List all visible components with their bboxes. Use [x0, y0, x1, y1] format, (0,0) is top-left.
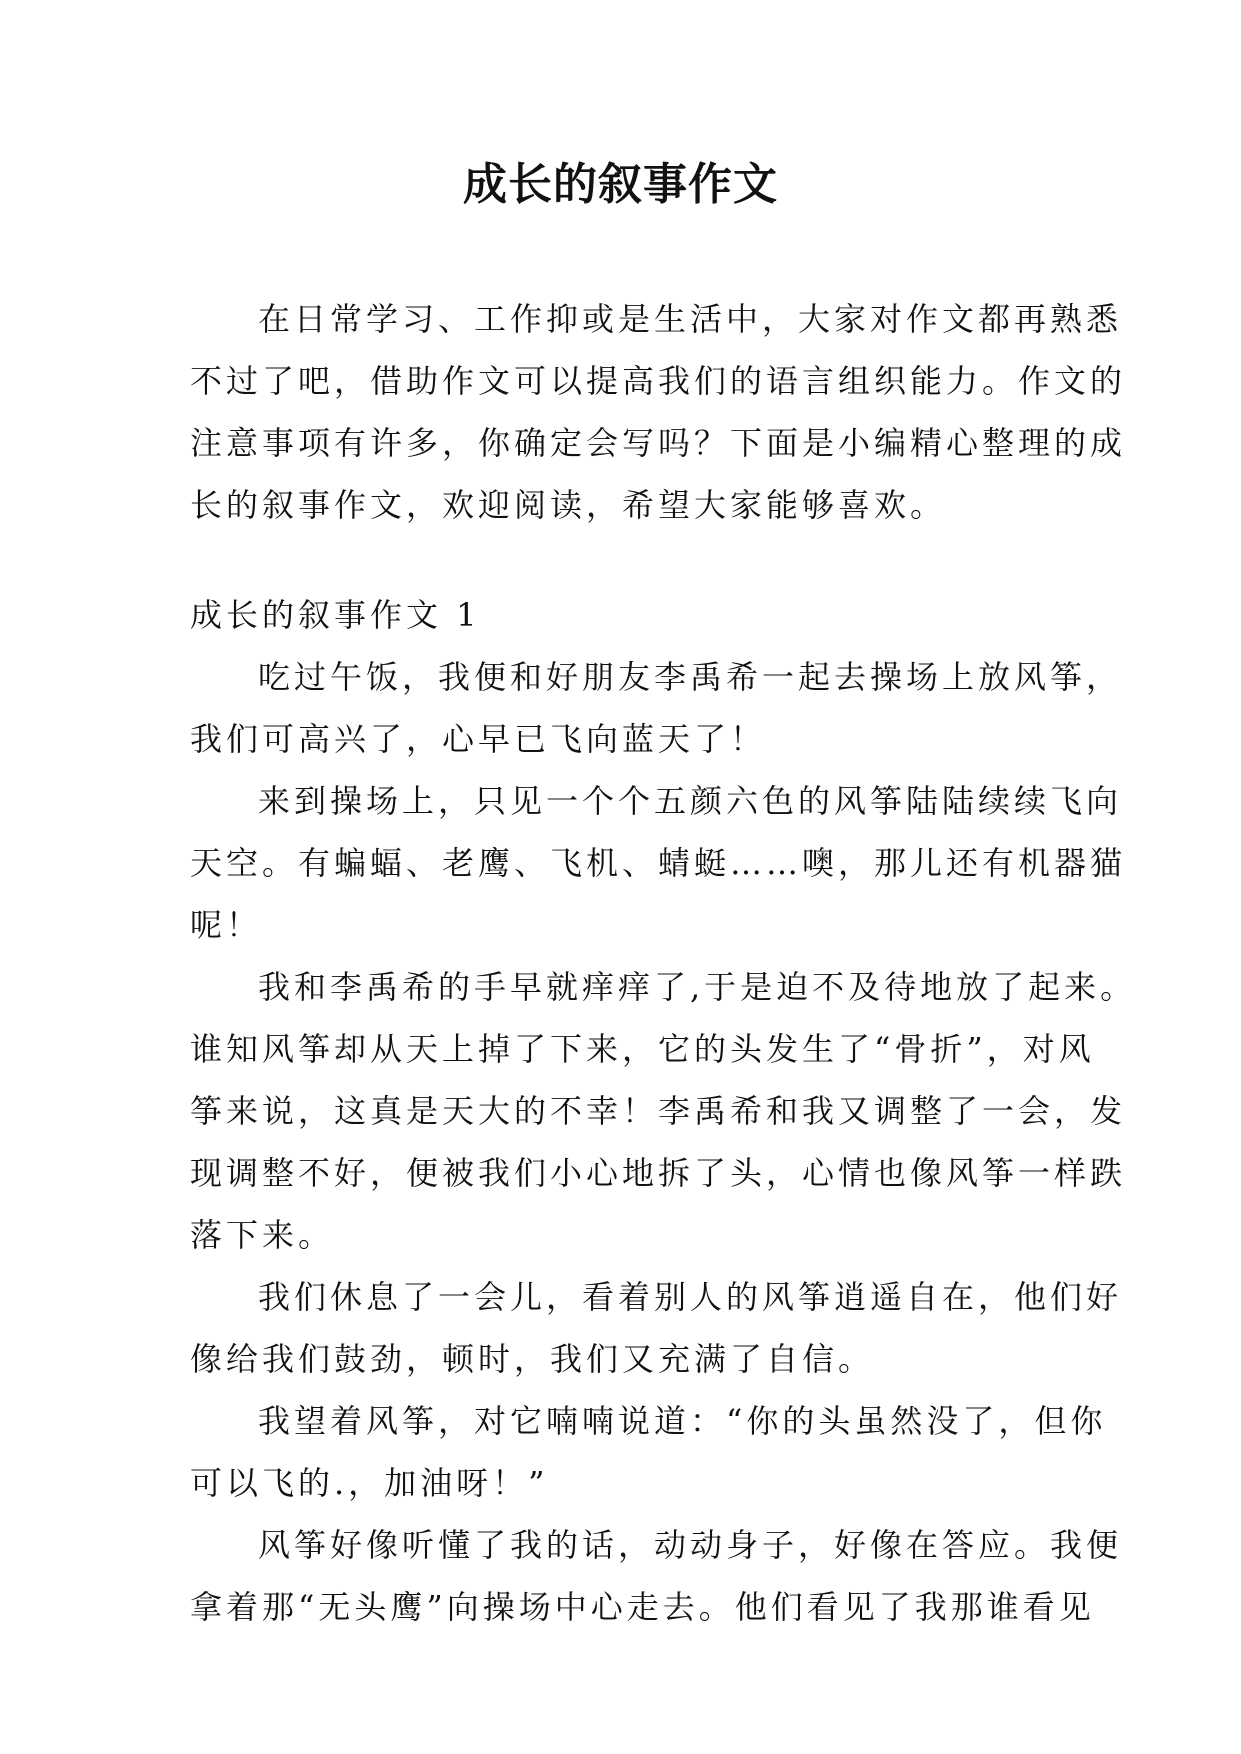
document-body	[190, 288, 1137, 1638]
text-line: 我们可高兴了，心早已飞向蓝天了！	[190, 720, 767, 758]
text-line: 长的叙事作文，欢迎阅读，希望大家能够喜欢。	[190, 486, 947, 524]
body-paragraph	[190, 1266, 1123, 1390]
text-line: 我和李禹希的手早就痒痒了,于是迫不及待地放了起来。	[258, 968, 1137, 1006]
body-paragraph	[190, 956, 1137, 1266]
text-line: 拿着那“无头鹰”向操场中心走去。他们看见了我那谁看见	[190, 1588, 1095, 1626]
text-line: 不过了吧，借助作文可以提高我们的语言组织能力。作文的	[190, 362, 1127, 400]
body-paragraph	[190, 646, 1123, 770]
body-paragraph	[190, 1390, 1107, 1514]
text-line: 像给我们鼓劲，顿时，我们又充满了自信。	[190, 1340, 875, 1378]
text-line: 来到操场上，只见一个个五颜六色的风筝陆陆续续飞向	[258, 782, 1123, 820]
text-line: 谁知风筝却从天上掉了下来，它的头发生了“骨折”，对风	[190, 1030, 1095, 1068]
document-title: 成长的叙事作文	[463, 159, 778, 210]
text-line: 落下来。	[190, 1216, 335, 1254]
text-line: 风筝好像听懂了我的话，动动身子，好像在答应。我便	[258, 1526, 1123, 1564]
text-line: 可以飞的.，加油呀！”	[190, 1464, 549, 1502]
text-line: 筝来说，这真是天大的不幸！李禹希和我又调整了一会，发	[190, 1092, 1127, 1130]
intro-paragraph	[190, 288, 1127, 536]
text-line: 我望着风筝，对它喃喃说道：“你的头虽然没了，但你	[258, 1402, 1107, 1440]
body-paragraph	[190, 770, 1127, 956]
text-line: 吃过午饭，我便和好朋友李禹希一起去操场上放风筝，	[258, 658, 1123, 696]
text-line: 注意事项有许多，你确定会写吗？下面是小编精心整理的成	[190, 424, 1127, 462]
text-line: 我们休息了一会儿，看着别人的风筝逍遥自在，他们好	[258, 1278, 1123, 1316]
text-line: 呢！	[190, 906, 263, 944]
text-line: 天空。有蝙蝠、老鹰、飞机、蜻蜓……噢，那儿还有机器猫	[190, 844, 1127, 882]
body-paragraph	[190, 1514, 1123, 1638]
text-line: 在日常学习、工作抑或是生活中，大家对作文都再熟悉	[258, 300, 1123, 338]
section-heading: 成长的叙事作文 1	[190, 596, 481, 634]
text-line: 现调整不好，便被我们小心地拆了头，心情也像风筝一样跌	[190, 1154, 1127, 1192]
